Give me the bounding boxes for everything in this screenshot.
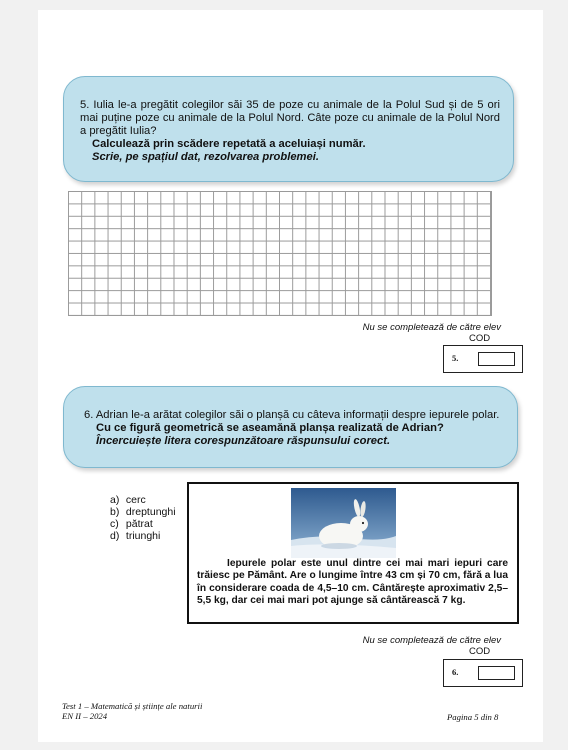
grader-score-field-6 — [478, 666, 515, 680]
option-b[interactable]: b) dreptunghi — [110, 506, 176, 518]
grader-cod-6: COD — [469, 646, 491, 657]
task-6-instruction: Încercuiește litera corespunzătoare răspunsului corect. — [96, 435, 391, 447]
answer-options — [110, 494, 176, 542]
option-a[interactable]: a) cerc — [110, 494, 146, 506]
task-6-box — [63, 386, 518, 468]
grader-item-number-5: 5. — [452, 353, 459, 363]
task-5-instruction-2: Scrie, pe spațiul dat, rezolvarea problemei. — [92, 151, 319, 163]
task-6-content — [84, 409, 504, 448]
task-5-instruction: Calculează prin scădere repetată a aceluiași număr. — [92, 138, 366, 150]
task-5-content — [80, 99, 500, 164]
grader-cod-5: COD — [469, 333, 491, 344]
arctic-hare-photo — [291, 488, 396, 558]
grader-note-6: Nu se completează de către elev — [362, 635, 501, 646]
grader-item-number-6: 6. — [452, 667, 459, 677]
grader-score-box-6 — [443, 659, 523, 687]
footer-left — [62, 701, 202, 721]
grader-score-box-5 — [443, 345, 523, 373]
task-6-question: Cu ce figură geometrică se aseamănă planșa realizată de Adrian? — [96, 422, 444, 434]
footer-test-title: Test 1 – Matematică și științe ale naturii — [62, 701, 203, 711]
footer-exam-code: EN II – 2024 — [62, 711, 108, 721]
task-5-box — [63, 76, 514, 182]
grader-note-5: Nu se completează de către elev — [362, 322, 501, 333]
option-d[interactable]: d) triunghi — [110, 530, 161, 542]
info-poster — [187, 482, 519, 624]
answer-grid[interactable] — [68, 191, 492, 316]
task-6-text: 6. Adrian le-a arătat colegilor săi o planșă cu câteva informații despre iepurele polar. — [84, 409, 500, 421]
page-number: Pagina 5 din 8 — [447, 712, 499, 722]
option-c[interactable]: c) pătrat — [110, 518, 153, 530]
info-text: Iepurele polar este unul dintre cei mai mari iepuri care trăiesc pe Pământ. Are o lungime între 43 cm și 70 cm, fără a lua în considerare coada de 4,5–10 cm. Cântărește aproximativ 2,5–5,5 kg, dar cei mai mari pot ajunge să cântărească 7 kg. — [197, 558, 508, 607]
grader-score-field-5 — [478, 352, 515, 366]
task-5-text: 5. Iulia le-a pregătit colegilor săi 35 de poze cu animale de la Polul Sud și de 5 ori mai puține poze cu animale de la Polul Nord. Câte poze cu animale de la Polul Nord a pregătit Iulia? — [80, 99, 500, 137]
